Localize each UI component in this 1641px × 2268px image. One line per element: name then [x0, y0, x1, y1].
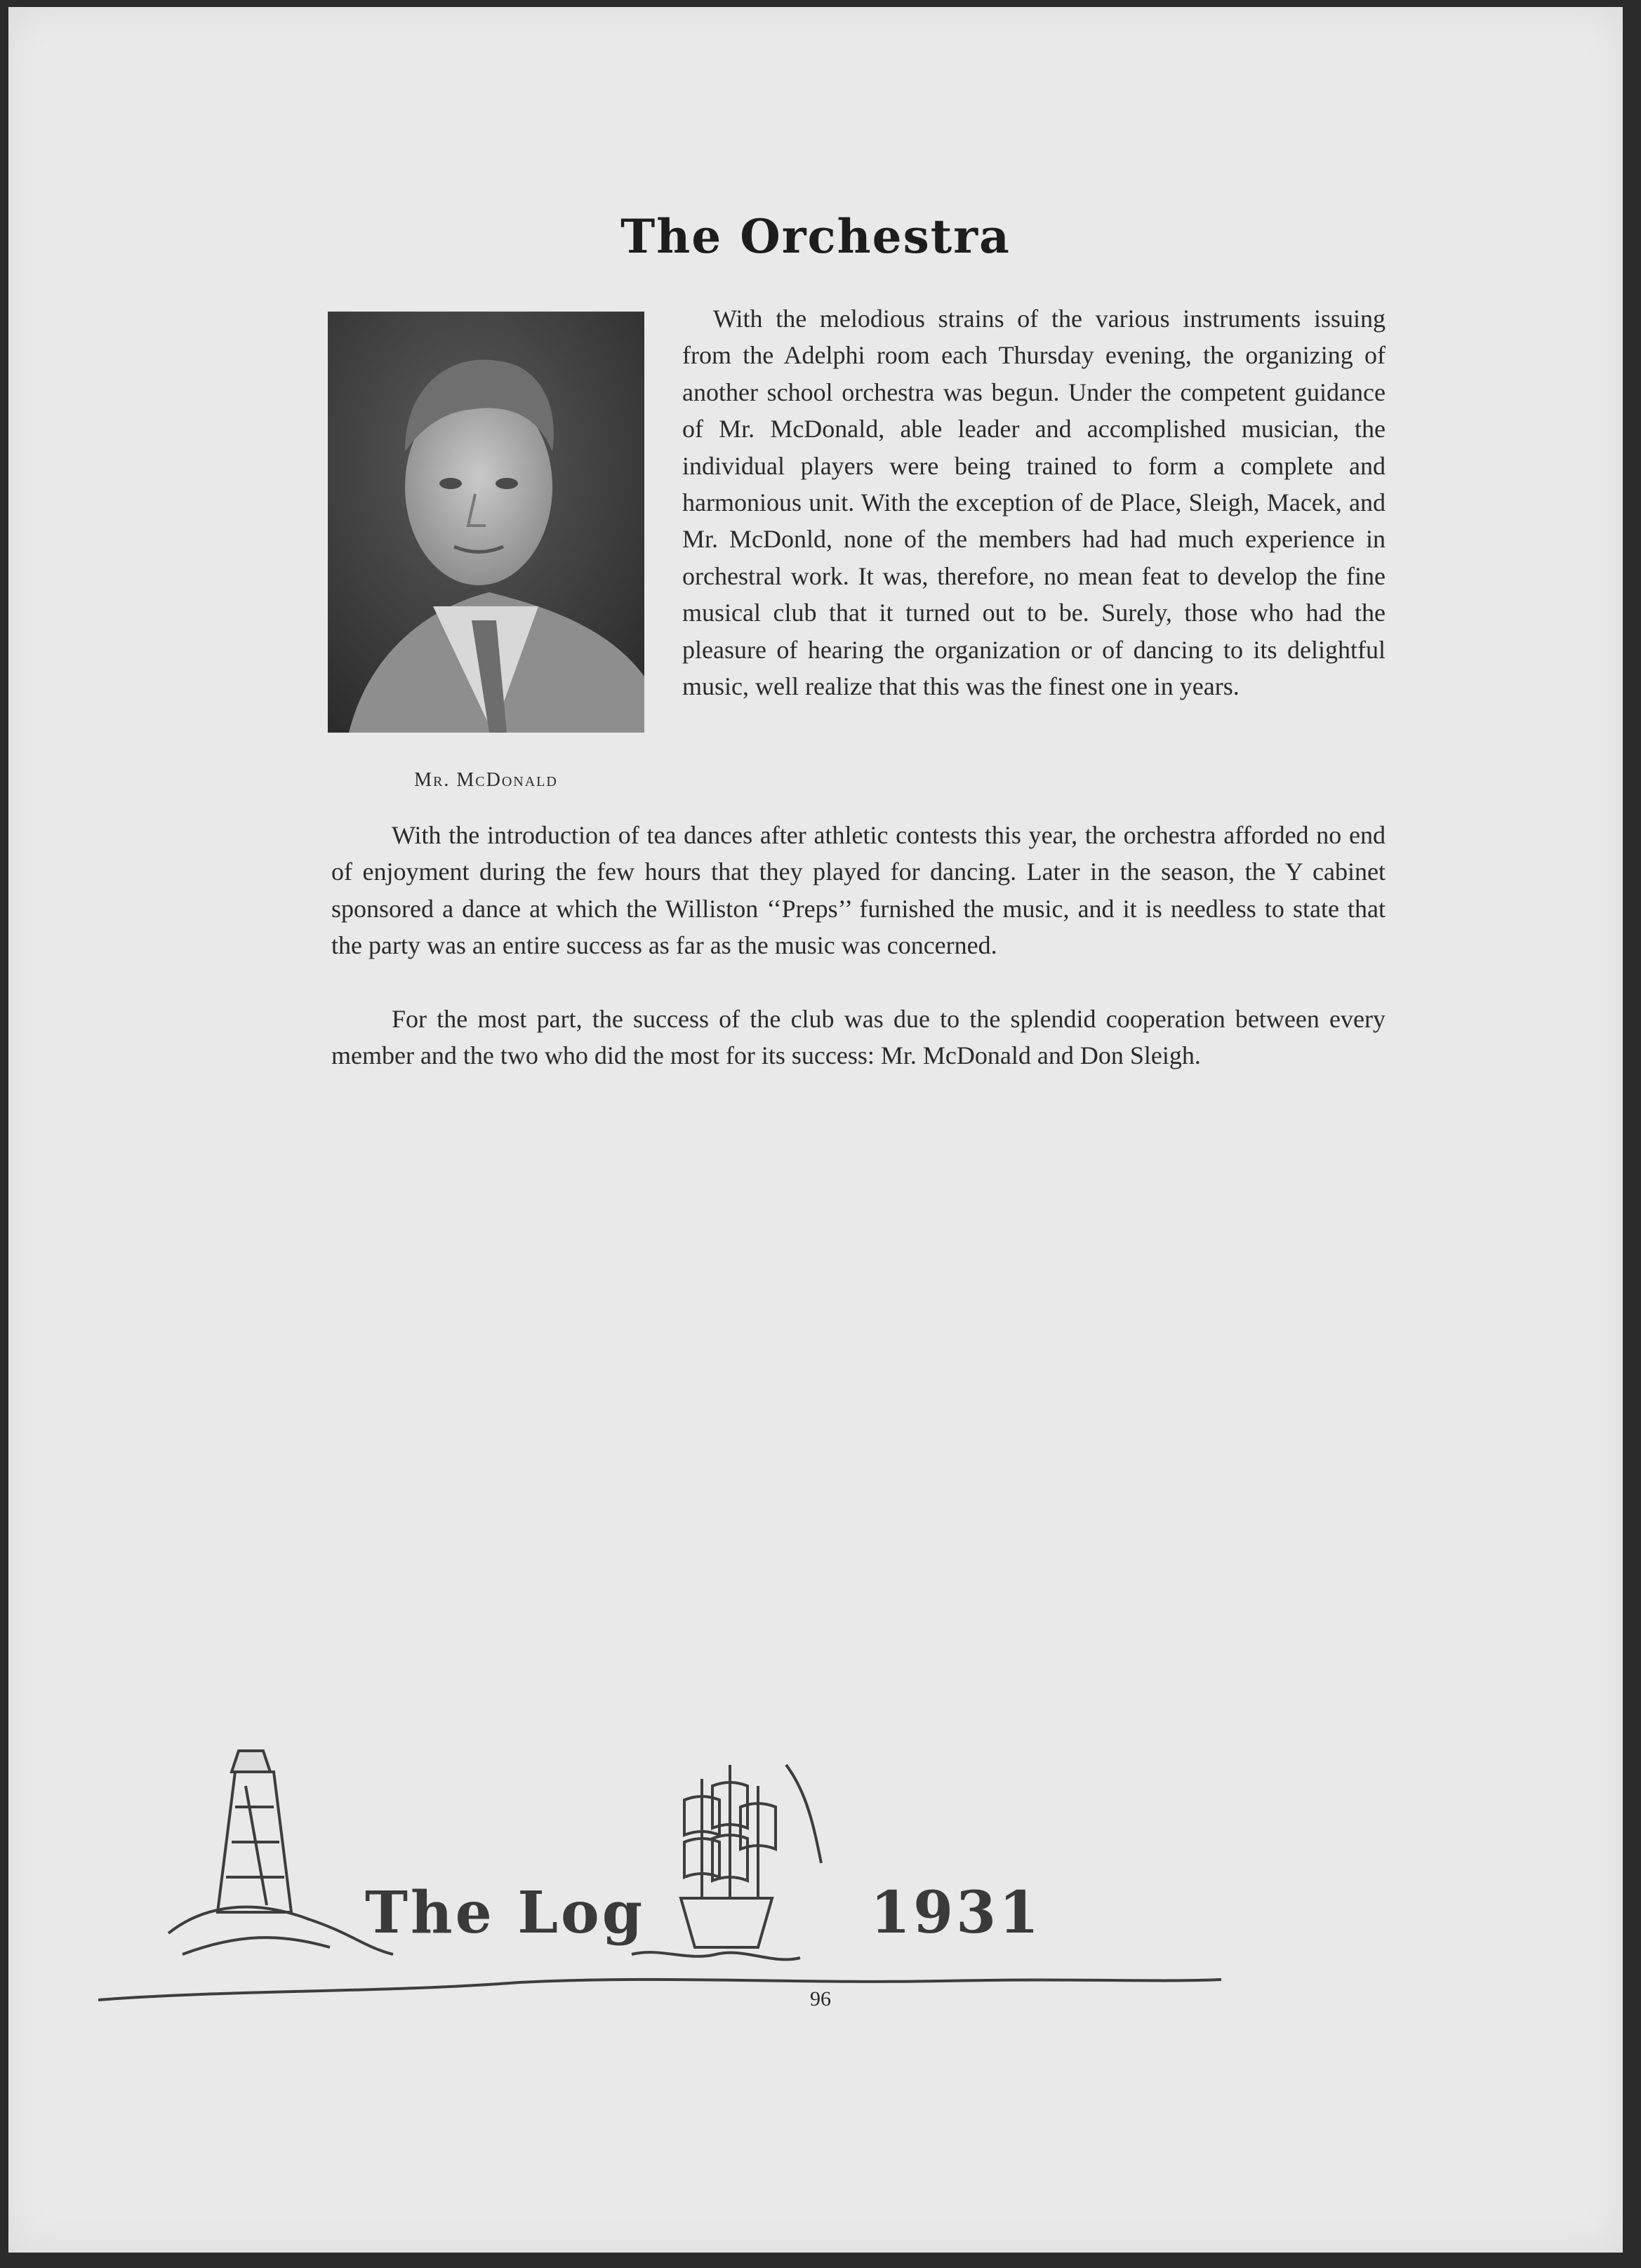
- page-title: The Orchestra: [620, 209, 1011, 264]
- paragraph-1: With the melodious strains of the various instruments issuing from the Adelphi room each Thursday evening, the organizing of another school orchestra was begun. Under the competent guidance of Mr. McDonald, able leader and accomplished musician, the individual players were being trained to form a complete and harmonious unit. With the exception of de Place, Sleigh, Macek, and Mr. McDonld, none of the members had had much experience in orchestral work. It was, therefore, no mean feat to develop the fine musical club that it turned out to be. Surely, those who had the pleasure of hearing the organization or of dancing to its delightful music, well realize that this was the finest one in years.: [682, 305, 1386, 701]
- lighthouse-ship-drawing: [98, 1723, 1221, 2003]
- page-number: 96: [810, 1987, 831, 2010]
- photo-caption: Mr. McDonald: [414, 769, 558, 791]
- portrait-image: [328, 312, 644, 733]
- paragraph-2: With the introduction of tea dances after athletic contests this year, the orchestra afforded no end of enjoyment during the few hours that they played for dancing. Later in the season, the Y cabinet sponsored a dance at which the Williston ‘‘Preps’’ furnished the music, and it is needless to state that the party was an entire success as far as the music was concerned.: [331, 821, 1386, 960]
- paragraph-3: For the most part, the success of the club was due to the splendid cooperation between every member and the two who did the most for its success: Mr. McDonald and Don Sleigh.: [331, 1005, 1386, 1070]
- footer-illustration: [98, 1723, 1221, 2003]
- footer-year: 1931: [870, 1879, 1042, 1947]
- portrait-photo: [328, 312, 644, 733]
- footer-title: The Log: [365, 1879, 646, 1947]
